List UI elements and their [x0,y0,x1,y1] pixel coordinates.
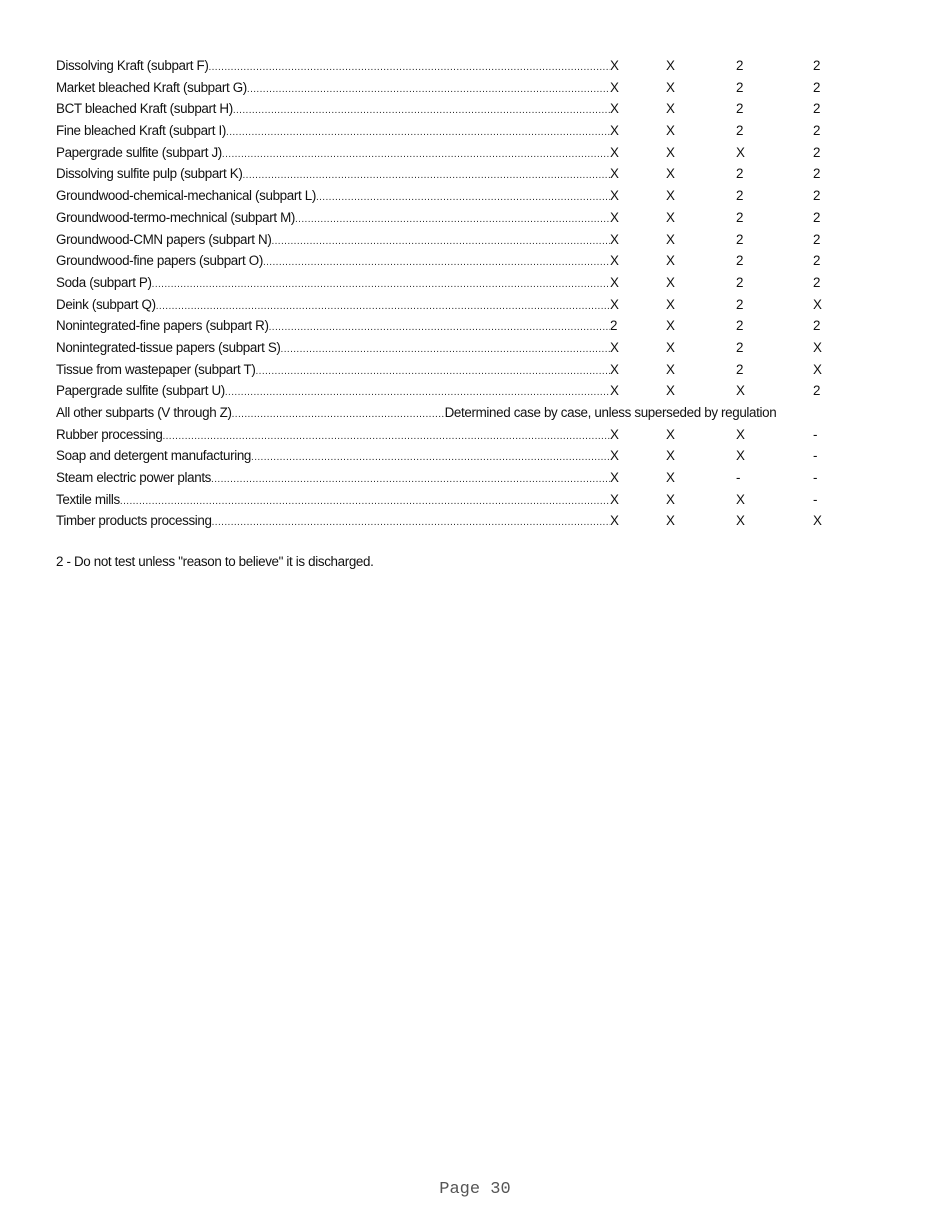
cell-col1: X [610,470,619,486]
table-row [56,489,896,511]
table-row [56,185,896,207]
cell-col1: X [610,426,619,442]
cell-col1: X [610,79,619,95]
dot-leader [269,317,610,337]
row-label: Textile mills [56,489,120,511]
cell-col2: X [666,513,675,529]
dot-leader [263,252,610,272]
cell-col4: 2 [813,166,821,182]
row-label: Dissolving sulfite pulp (subpart K) [56,163,242,185]
table-row [56,445,896,467]
cell-col4: 2 [813,144,821,160]
cell-col1: X [610,339,619,355]
cell-col4: 2 [813,274,821,290]
cell-col4: X [813,361,822,377]
cell-col4: 2 [813,79,821,95]
cell-col1: X [610,188,619,204]
cell-col3: 2 [736,123,744,139]
cell-col1: X [610,383,619,399]
cell-col3: 2 [736,361,744,377]
industry-pollutant-table [56,55,896,532]
cell-col1: X [610,58,619,73]
cell-col2: X [666,361,675,377]
cell-col1: X [610,166,619,182]
table-row [56,424,896,446]
table-row [56,510,896,532]
row-label: BCT bleached Kraft (subpart H) [56,98,233,120]
cell-col1: X [610,209,619,225]
table-row [56,77,896,99]
table-row [56,55,896,77]
table-row [56,294,896,316]
cell-col2: X [666,426,675,442]
row-label: Groundwood-chemical-mechanical (subpart L) [56,185,316,207]
cell-col1: X [610,491,619,507]
dot-leader [232,404,445,424]
cell-col2: X [666,209,675,225]
table-row [56,315,896,337]
cell-col1: X [610,253,619,269]
case-by-case-note: Determined case by case, unless superseded by regulation [444,405,777,420]
dot-leader [222,144,610,164]
cell-col2: X [666,144,675,160]
cell-col3: 2 [736,58,744,73]
cell-col2: X [666,296,675,312]
dot-leader [271,231,610,251]
cell-col1: X [610,513,619,529]
table-row [56,337,896,359]
table-row-spanning [56,402,896,424]
cell-col2: X [666,470,675,486]
dot-leader [225,382,610,402]
table-row [56,120,896,142]
cell-col1: X [610,231,619,247]
cell-col4: X [813,296,822,312]
cell-col4: 2 [813,209,821,225]
cell-col3: 2 [736,101,744,117]
dot-leader [212,512,610,532]
cell-col2: X [666,253,675,269]
cell-col2: X [666,58,675,73]
cell-col1: X [610,101,619,117]
cell-col3: X [736,383,745,399]
table-row [56,207,896,229]
row-label: Papergrade sulfite (subpart J) [56,142,222,164]
cell-col4: - [813,448,818,464]
dot-leader [156,296,610,316]
table-row [56,380,896,402]
cell-col4: X [813,513,822,529]
cell-col2: X [666,231,675,247]
cell-col3: 2 [736,166,744,182]
dot-leader [295,209,610,229]
row-label: Papergrade sulfite (subpart U) [56,380,225,402]
row-label: Market bleached Kraft (subpart G) [56,77,247,99]
dot-leader [211,469,610,489]
cell-col4: 2 [813,58,821,73]
cell-col2: X [666,448,675,464]
cell-col2: X [666,491,675,507]
row-label: Groundwood-termo-mechnical (subpart M) [56,207,295,229]
cell-col3: 2 [736,296,744,312]
table-row [56,142,896,164]
cell-col3: X [736,426,745,442]
dot-leader [233,100,610,120]
row-label: Timber products processing [56,510,212,532]
cell-col1: X [610,123,619,139]
cell-col3: 2 [736,274,744,290]
table-row [56,467,896,489]
cell-col2: X [666,383,675,399]
dot-leader [120,491,610,511]
row-label: Rubber processing [56,424,162,446]
dot-leader [255,361,610,381]
dot-leader [152,274,610,294]
table-row [56,163,896,185]
cell-col2: X [666,101,675,117]
page-number: Page 30 [439,1180,511,1199]
cell-col2: X [666,339,675,355]
cell-col1: X [610,448,619,464]
cell-col3: 2 [736,79,744,95]
row-label: Deink (subpart Q) [56,294,156,316]
row-label: Groundwood-CMN papers (subpart N) [56,229,271,251]
cell-col1: X [610,274,619,290]
cell-col4: 2 [813,123,821,139]
dot-leader [226,122,610,142]
dot-leader [162,426,610,446]
row-label: Fine bleached Kraft (subpart I) [56,120,226,142]
footnote: 2 - Do not test unless "reason to believe" it is discharged. [56,554,374,569]
cell-col4: X [813,339,822,355]
cell-col3: X [736,448,745,464]
cell-col3: X [736,144,745,160]
cell-col4: - [813,426,818,442]
row-label: Nonintegrated-fine papers (subpart R) [56,315,269,337]
row-label: Groundwood-fine papers (subpart O) [56,250,263,272]
dot-leader [247,79,610,99]
cell-col3: 2 [736,188,744,204]
cell-col3: 2 [736,209,744,225]
row-label: Tissue from wastepaper (subpart T) [56,359,255,381]
dot-leader [208,57,610,77]
dot-leader [242,165,610,185]
cell-col2: X [666,166,675,182]
row-label: Nonintegrated-tissue papers (subpart S) [56,337,281,359]
cell-col3: - [736,470,741,486]
cell-col2: X [666,188,675,204]
cell-col3: X [736,513,745,529]
cell-col3: 2 [736,339,744,355]
row-label: Soap and detergent manufacturing [56,445,251,467]
row-label: All other subparts (V through Z) [56,402,232,424]
table-row [56,272,896,294]
dot-leader [251,447,610,467]
cell-col4: 2 [813,101,821,117]
dot-leader [316,187,610,207]
cell-col4: 2 [813,188,821,204]
table-row [56,359,896,381]
cell-col4: 2 [813,383,821,399]
cell-col1: X [610,296,619,312]
cell-col1: X [610,361,619,377]
cell-col4: 2 [813,253,821,269]
dot-leader [281,339,610,359]
cell-col2: X [666,274,675,290]
cell-col4: - [813,470,818,486]
row-label: Steam electric power plants [56,467,211,489]
cell-col2: X [666,318,675,334]
cell-col2: X [666,123,675,139]
row-label: Soda (subpart P) [56,272,152,294]
cell-col3: 2 [736,231,744,247]
cell-col4: - [813,491,818,507]
table-row [56,229,896,251]
cell-col4: 2 [813,231,821,247]
row-label: Dissolving Kraft (subpart F) [56,55,208,77]
cell-col1: 2 [610,318,618,334]
table-row [56,250,896,272]
cell-col1: X [610,144,619,160]
cell-col2: X [666,79,675,95]
cell-col3: 2 [736,318,744,334]
table-row [56,98,896,120]
cell-col3: X [736,491,745,507]
cell-col4: 2 [813,318,821,334]
cell-col3: 2 [736,253,744,269]
